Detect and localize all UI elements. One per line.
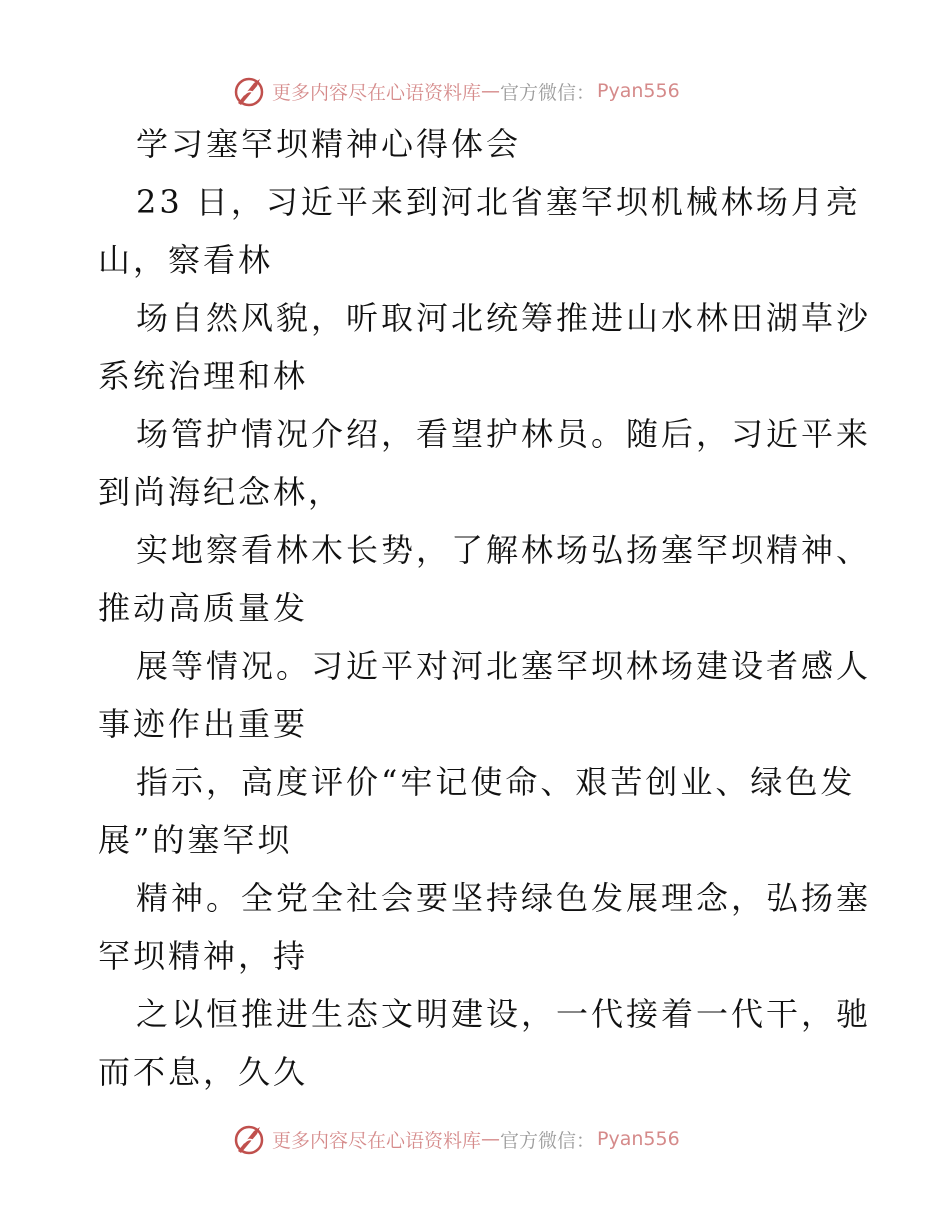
document-title: 学习塞罕坝精神心得体会 — [136, 125, 522, 163]
watermark-official-label: 官方微信： — [500, 81, 596, 104]
footer-watermark — [232, 1119, 680, 1159]
text-line: 实地察看林木长势，了解林场弘扬塞罕坝精神、 — [136, 531, 872, 569]
watermark-official-label: 官方微信： — [500, 1129, 596, 1152]
text-line: 事迹作出重要 — [98, 705, 309, 743]
text-line: 展”的塞罕坝 — [98, 821, 293, 859]
text-line: 23 日，习近平来到河北省塞罕坝机械林场月亮 — [136, 183, 861, 221]
header-watermark — [232, 71, 680, 111]
text-line: 精神。全党全社会要坚持绿色发展理念，弘扬塞 — [136, 879, 872, 917]
text-line: 罕坝精神，持 — [98, 937, 309, 975]
watermark-dash: — — [481, 80, 501, 102]
pen-logo-icon — [232, 73, 268, 109]
text-line: 场自然风貌，听取河北统筹推进山水林田湖草沙 — [136, 299, 872, 337]
watermark-text: 更多内容尽在心语资料库 — [272, 1129, 482, 1152]
pen-logo-icon — [232, 1121, 268, 1157]
text-line: 之以恒推进生态文明建设，一代接着一代干，驰 — [136, 995, 872, 1033]
text-line: 系统治理和林 — [98, 357, 309, 395]
text-line: 场管护情况介绍，看望护林员。随后，习近平来 — [136, 415, 872, 453]
text-line: 到尚海纪念林， — [98, 473, 344, 511]
document-body — [98, 115, 872, 1101]
text-line: 指示，高度评价“牢记使命、艰苦创业、绿色发 — [136, 763, 856, 801]
watermark-wechat-id: Pyan556 — [597, 1128, 680, 1150]
watermark-dash: — — [481, 1128, 501, 1150]
text-line: 推动高质量发 — [98, 589, 309, 627]
text-line: 而不息，久久 — [98, 1053, 309, 1091]
watermark-wechat-id: Pyan556 — [597, 80, 680, 102]
text-line: 山，察看林 — [98, 241, 274, 279]
text-line: 展等情况。习近平对河北塞罕坝林场建设者感人 — [136, 647, 872, 685]
watermark-text: 更多内容尽在心语资料库 — [272, 81, 482, 104]
